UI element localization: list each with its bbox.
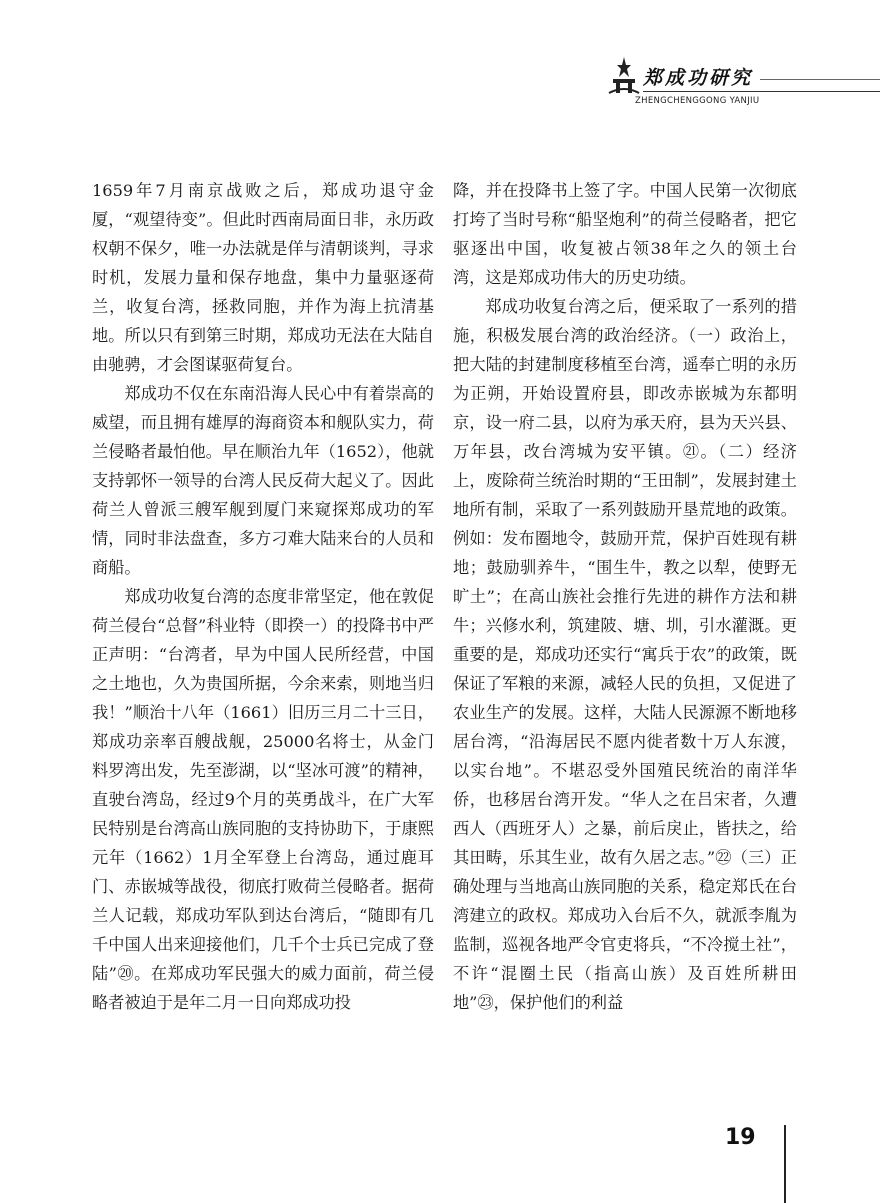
journal-logo-icon xyxy=(607,55,641,95)
journal-masthead xyxy=(595,55,880,115)
masthead-rule-upper xyxy=(760,79,880,80)
journal-title: 郑成功研究 xyxy=(643,67,754,89)
paragraph: 郑成功收复台湾之后，便采取了一系列的措施，积极发展台湾的政治经济。（一）政治上，把大陆的封建制度移植至台湾，遥奉亡明的永历为正朔，开始设置府县，即改赤嵌城为东都明京，设一府二县，以府为承天府，县为天兴县、万年县，改台湾城为安平镇。㉑。（二）经济上，废除荷兰统治时期的“王田制”，发展封建土地所有制，采取了一系列鼓励开垦荒地的政策。例如：发布圈地令，鼓励开荒，保护百姓现有耕地；鼓励驯养牛，“围生牛，教之以犁，使野无旷土”；在高山族社会推行先进的耕作方法和耕牛；兴修水利，筑建陂、塘、圳，引水灌溉。更重要的是，郑成功还实行“寓兵于农”的政策，既保证了军粮的来源，减轻人民的负担，又促进了农业生产的发展。这样，大陆人民源源不断地移居台湾，“沿海居民不愿内徙者数十万人东渡，以实台地”。不堪忍受外国殖民统治的南洋华侨，也移居台湾开发。“华人之在吕宋者，久遭西人（西班牙人）之暴，前后戾止，皆扶之，给其田畴，乐其生业，故有久居之志。”㉒（三）正确处理与当地高山族同胞的关系，稳定郑氏在台湾建立的政权。郑成功入台后不久，就派李胤为监制，巡视各地严令官吏将兵，“不冷搅土社”，不许“混圈土民（指高山族）及百姓所耕田地”㉓，保护他们的利益 xyxy=(453,297,797,1012)
journal-subtitle: ZHENGCHENGGONG YANJIU xyxy=(635,96,760,106)
paragraph: 郑成功收复台湾的态度非常坚定，他在敦促荷兰侵台“总督”科业特（即揆一）的投降书中严正声明：“台湾者，早为中国人民所经营，中国之土地也，久为贵国所据，今余来索，则地当归我！”顺治十八年（1661）旧历三月二十三日，郑成功亲率百艘战舰，25000名将士，从金门料罗湾出发，先至澎湖，以“坚冰可渡”的精神，直驶台湾岛，经过9个月的英勇战斗，在广大军民特别是台湾高山族同胞的支持协助下，于康熙元年（1662）1月全军登上台湾岛，通过鹿耳门、赤嵌城等战役，彻底打败荷兰侵略者。据荷兰人记载，郑成功军队到达台湾后，“随即有几千中国人出来迎接他们，几千个士兵已完成了登陆”⑳。在郑成功军民强大的威力面前，荷兰侵略者被迫于是年二月一日向郑成功投 xyxy=(92,587,434,1012)
paragraph: 1659年7月南京战败之后，郑成功退守金厦，“观望待变”。但此时西南局面日非，永历政权朝不保夕，唯一办法就是佯与清朝谈判，寻求时机，发展力量和保存地盘，集中力量驱逐荷兰，收复台湾，拯救同胞，并作为海上抗清基地。所以只有到第三时期，郑成功无法在大陆自由驰骋，才会图谋驱荷复台。 xyxy=(92,181,434,374)
paragraph: 郑成功不仅在东南沿海人民心中有着崇高的威望，而且拥有雄厚的海商资本和舰队实力，荷兰侵略者最怕他。早在顺治九年（1652），他就支持郭怀一领导的台湾人民反荷大起义了。因此荷兰人曾派三艘军舰到厦门来窥探郑成功的军情，同时非法盘查，多方刁难大陆来台的人员和商船。 xyxy=(92,384,434,577)
right-column xyxy=(453,176,797,1017)
page-number: 19 xyxy=(725,1125,756,1150)
paragraph: 降，并在投降书上签了字。中国人民第一次彻底打垮了当时号称“船坚炮利”的荷兰侵略者，把它驱逐出中国，收复被占领38年之久的领土台湾，这是郑成功伟大的历史功绩。 xyxy=(453,181,797,287)
page-number-rule xyxy=(784,1125,786,1203)
masthead-rule xyxy=(643,91,880,92)
left-column xyxy=(92,176,434,1017)
